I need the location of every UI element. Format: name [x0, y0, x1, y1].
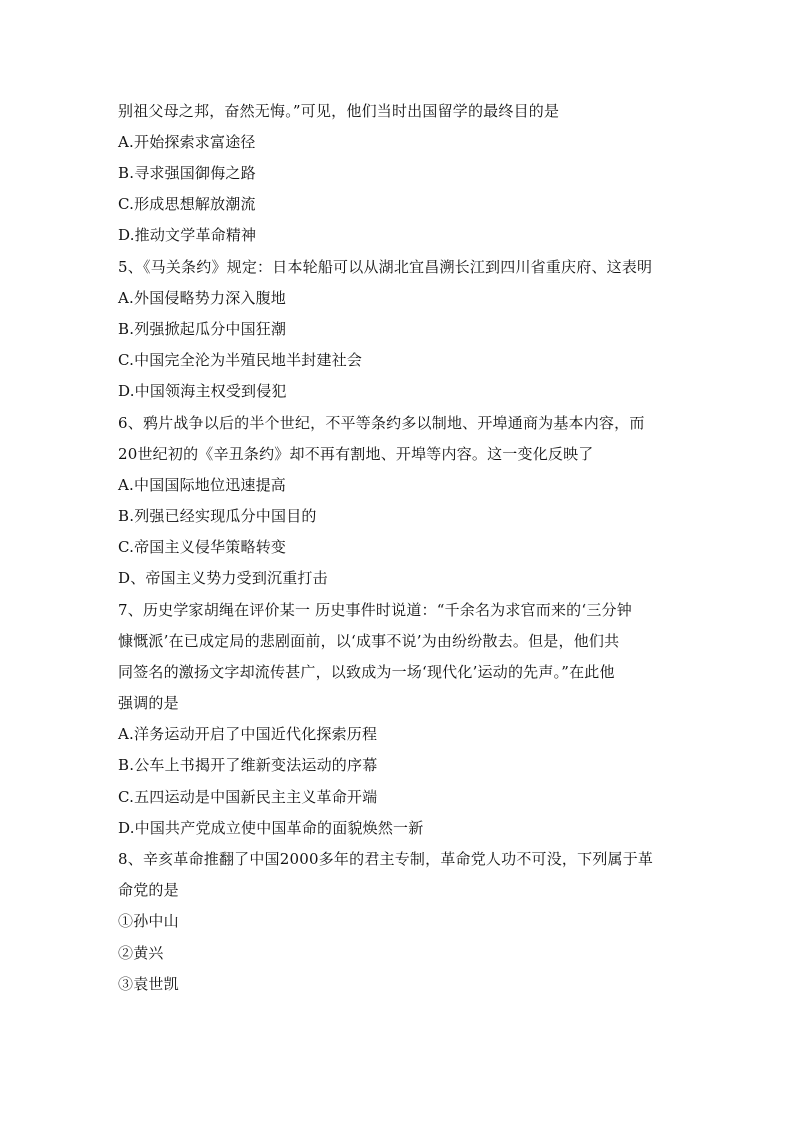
question-7-stem-line-4: 强调的是: [118, 694, 179, 712]
question-4-option-a: A.开始探索求富途径: [118, 133, 256, 151]
question-6-option-d: D、帝国主义势力受到沉重打击: [118, 569, 328, 587]
question-8-stem-line-2: 命党的是: [118, 881, 179, 899]
question-4-option-d: D.推动文学革命精神: [118, 226, 257, 244]
question-4-option-b: B.寻求强国御侮之路: [118, 164, 256, 182]
question-5-option-a: A.外国侵略势力深入腹地: [118, 289, 287, 307]
question-5-option-d: D.中国领海主权受到侵犯: [118, 382, 287, 400]
question-7-stem-line-1: 7、历史学家胡绳在评价某一 历史事件时说道：“千余名为求官而来的‘三分钟: [118, 601, 632, 619]
question-7-stem-line-2: 慷慨派’在已成定局的悲剧面前，以‘成事不说’为由纷纷散去。但是，他们共: [118, 632, 620, 650]
question-6-option-b: B.列强已经实现瓜分中国目的: [118, 507, 317, 525]
question-4-stem-tail: 别祖父母之邦，奋然无悔。”可见，他们当时出国留学的最终目的是: [118, 102, 560, 120]
question-6-stem-line-1: 6、鸦片战争以后的半个世纪，不平等条约多以制地、开埠通商为基本内容，而: [118, 414, 645, 432]
question-7-option-b: B.公车上书揭开了维新变法运动的序幕: [118, 756, 378, 774]
question-8-item-2: ②黄兴: [118, 944, 164, 962]
question-5-option-b: B.列强掀起瓜分中国狂潮: [118, 320, 287, 338]
question-6-option-a: A.中国国际地位迅速提高: [118, 476, 287, 494]
question-8-item-3: ③袁世凯: [118, 975, 179, 993]
question-7-option-a: A.洋务运动开启了中国近代化探索历程: [118, 725, 378, 743]
question-6-option-c: C.帝国主义侵华策略转变: [118, 538, 287, 556]
question-7-option-d: D.中国共产党成立使中国革命的面貌焕然一新: [118, 819, 424, 837]
question-4-option-c: C.形成思想解放潮流: [118, 195, 256, 213]
question-6-stem-line-2: 20世纪初的《辛丑条约》却不再有割地、开埠等内容。这一变化反映了: [118, 445, 594, 463]
question-5-option-c: C.中国完全沦为半殖民地半封建社会: [118, 351, 363, 369]
question-7-option-c: C.五四运动是中国新民主主义革命开端: [118, 788, 378, 806]
question-5-stem: 5、《马关条约》规定：日本轮船可以从湖北宜昌溯长江到四川省重庆府、这表明: [118, 258, 653, 276]
question-8-stem-line-1: 8、辛亥革命推翻了中国2000多年的君主专制，革命党人功不可没，下列属于革: [118, 850, 654, 868]
question-8-item-1: ①孙中山: [118, 912, 179, 930]
question-7-stem-line-3: 同签名的激扬文字却流传甚广，以致成为一场‘现代化’运动的先声。”在此他: [118, 663, 615, 681]
